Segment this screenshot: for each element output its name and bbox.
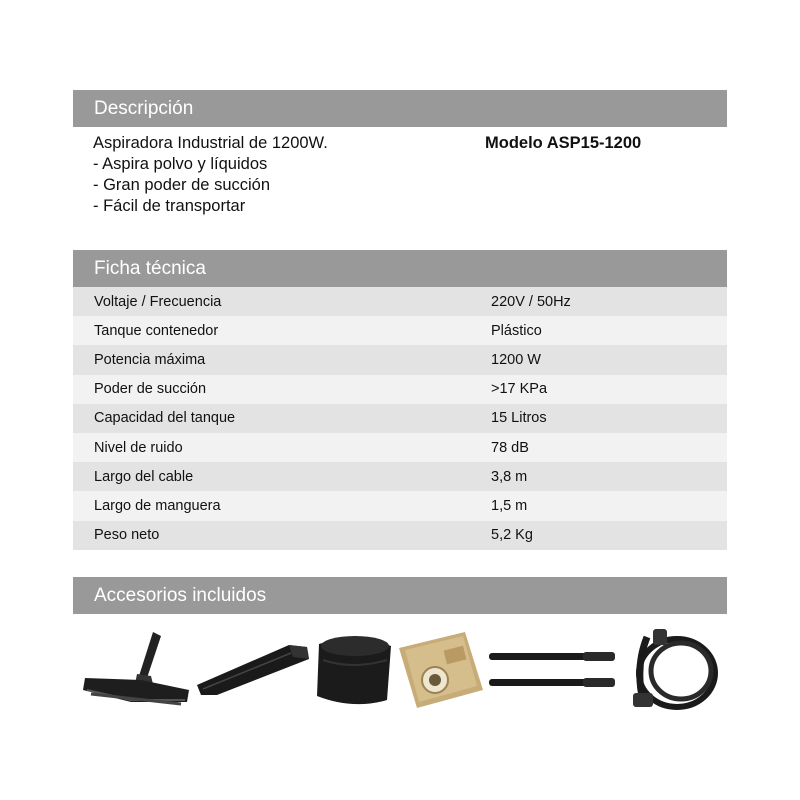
spec-label: Nivel de ruido: [94, 439, 183, 456]
paper-bag-icon: [395, 630, 485, 710]
spec-label: Capacidad del tanque: [94, 410, 236, 427]
table-row: [73, 491, 727, 520]
crevice-nozzle-icon: [193, 637, 313, 697]
description-line: - Fácil de transportar: [93, 197, 246, 215]
description-line: Aspiradora Industrial de 1200W.: [93, 134, 328, 152]
description-header: Descripción: [73, 90, 727, 127]
spec-value: 1200 W: [491, 351, 541, 368]
specs-header: Ficha técnica: [73, 250, 727, 287]
spec-value: >17 KPa: [491, 381, 548, 398]
table-row: [73, 521, 727, 550]
spec-label: Tanque contenedor: [94, 322, 219, 339]
table-row: [73, 316, 727, 345]
table-row: [73, 404, 727, 433]
accessories-header: Accesorios incluidos: [73, 577, 727, 614]
specs-table: [73, 287, 727, 550]
spec-label: Potencia máxima: [94, 351, 206, 368]
spec-value: 5,2 Kg: [491, 527, 533, 544]
description-line: - Aspira polvo y líquidos: [93, 155, 268, 173]
spec-label: Largo del cable: [94, 468, 194, 485]
description-text: [93, 133, 328, 217]
description-line: - Gran poder de succión: [93, 176, 271, 194]
spec-value: 1,5 m: [491, 497, 528, 514]
spec-value: 3,8 m: [491, 468, 528, 485]
extension-tubes-icon: [487, 647, 619, 697]
spec-label: Poder de succión: [94, 381, 207, 398]
spec-value: 78 dB: [491, 439, 529, 456]
hose-icon: [625, 627, 725, 715]
floor-brush-icon: [81, 630, 191, 710]
spec-value: 15 Litros: [491, 410, 547, 427]
spec-label: Voltaje / Frecuencia: [94, 293, 222, 310]
accessories-gallery: [73, 625, 727, 725]
spec-label: Peso neto: [94, 527, 160, 544]
table-row: [73, 345, 727, 374]
foam-filter-icon: [313, 630, 395, 710]
table-row: [73, 462, 727, 491]
spec-value: Plástico: [491, 322, 542, 339]
table-row: [73, 433, 727, 462]
spec-value: 220V / 50Hz: [491, 293, 571, 310]
table-row: [73, 287, 727, 316]
table-row: [73, 375, 727, 404]
spec-label: Largo de manguera: [94, 497, 221, 514]
model-label: Modelo ASP15-1200: [485, 134, 642, 152]
